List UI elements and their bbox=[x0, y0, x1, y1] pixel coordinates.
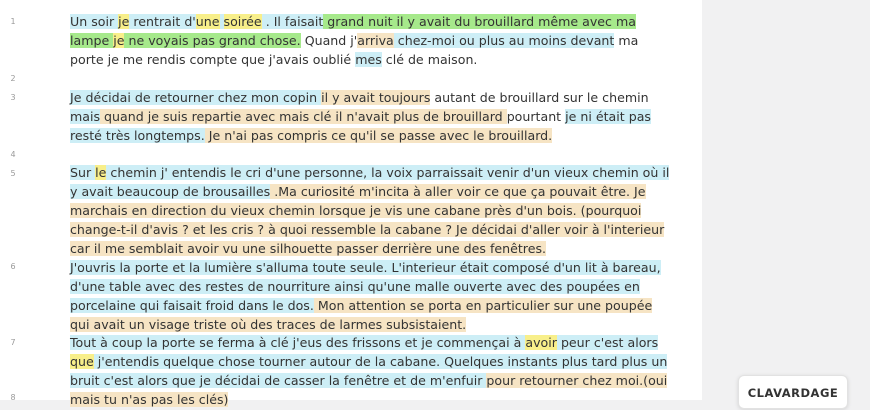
line-number: 5 bbox=[10, 169, 16, 178]
text-segment: .Ma curiosité m'incita à aller voir ce que ça pouvait être. Je marchais en direction du vieux chemin lorsque je vis une cabane près d'un bois. (pourquoi change-t-il d'avis ? et les cris ? à quoi ressemble la cabane ? Je décidai d'aller voir à l'interieur car il me semblait avoir vu une silhouette passer derrière une des fenêtres. bbox=[70, 184, 665, 256]
text-segment: mes bbox=[355, 52, 382, 67]
text-segment: avoir bbox=[525, 335, 557, 350]
line-number: 2 bbox=[10, 74, 16, 83]
text-segment: ne voyais pas grand chose. bbox=[124, 33, 301, 48]
text-segment: que bbox=[70, 354, 94, 369]
line-number: 6 bbox=[10, 262, 16, 271]
text-segment: ma porte je me rendis compte que j'avais oublié bbox=[70, 33, 639, 67]
text-segment: arriva bbox=[357, 33, 394, 48]
line-number-gutter bbox=[0, 0, 44, 400]
text-segment: quand je suis repartie avec mais clé il n'avait plus de brouillard bbox=[100, 109, 507, 124]
text-segment: autant de brouillard sur le chemin bbox=[430, 90, 649, 105]
text-segment: Tout à coup la porte se ferma à clé j'eus des frissons et je commençai à bbox=[70, 335, 526, 350]
text-segment: . Il faisait bbox=[261, 14, 324, 29]
chat-button[interactable]: CLAVARDAGE bbox=[738, 375, 848, 409]
text-segment: Je décidai de retourner chez mon copin bbox=[70, 90, 322, 105]
text-segment: Un soir bbox=[70, 14, 119, 29]
text-segment: je ni était pas resté très longtemps. bbox=[70, 109, 651, 143]
text-segment: soirée bbox=[223, 14, 262, 29]
paragraph[interactable] bbox=[70, 163, 670, 258]
text-segment bbox=[220, 14, 224, 29]
text-segment: Quand j' bbox=[300, 33, 358, 48]
paragraph[interactable] bbox=[70, 88, 670, 145]
line-number: 3 bbox=[10, 93, 16, 102]
text-segment: peur c'est alors bbox=[556, 335, 659, 350]
text-segment: une bbox=[195, 14, 220, 29]
text-segment: Je n'ai pas compris ce qu'il se passe avec le brouillard. bbox=[204, 128, 553, 143]
text-segment: je bbox=[113, 33, 125, 48]
text-segment: chez-moi ou plus au moins devant bbox=[393, 33, 615, 48]
text-segment: J'ouvris la porte et la lumière s'alluma toute seule. L'interieur était composé d'un lit à bareau, d'une table avec des restes de nourriture ainsi qu'une malle ouverte avec des poupées en porcelaine qui faisait froid dans le dos. bbox=[70, 260, 661, 313]
text-segment: clé de maison. bbox=[381, 52, 478, 67]
paragraph[interactable] bbox=[70, 12, 670, 69]
line-number: 7 bbox=[10, 338, 16, 347]
text-segment: rentrait d' bbox=[129, 14, 196, 29]
text-segment: le bbox=[95, 165, 107, 180]
text-segment: il y avait toujours bbox=[321, 90, 431, 105]
text-segment: grand nuit il y avait du brouillard même avec ma lampe bbox=[70, 14, 636, 48]
line-number: 4 bbox=[10, 150, 16, 159]
paragraph[interactable] bbox=[70, 258, 670, 334]
line-number: 8 bbox=[10, 393, 16, 402]
text-segment: je bbox=[118, 14, 130, 29]
text-segment: j'entendis quelque chose tourner autour de la cabane. Quelques instants plus tard plus un bruit c'est alors que je décidai de casser la fenêtre et de m'enfuir bbox=[70, 354, 668, 388]
text-segment: pour retourner chez moi.(oui mais tu n'as pas les clés) bbox=[70, 373, 668, 407]
text-segment: mais bbox=[70, 109, 101, 124]
text-segment: pourtant bbox=[506, 109, 566, 124]
text-segment: Sur bbox=[70, 165, 96, 180]
line-number: 1 bbox=[10, 17, 16, 26]
paragraph[interactable] bbox=[70, 333, 670, 409]
text-segment: Mon attention se porta en particulier sur une poupée qui avait un visage triste où des traces de larmes subsistaient. bbox=[70, 298, 653, 332]
text-segment: chemin j' entendis le cri d'une personne, la voix parraissait venir d'un vieux chemin où il y avait beaucoup de brousailles bbox=[70, 165, 670, 199]
